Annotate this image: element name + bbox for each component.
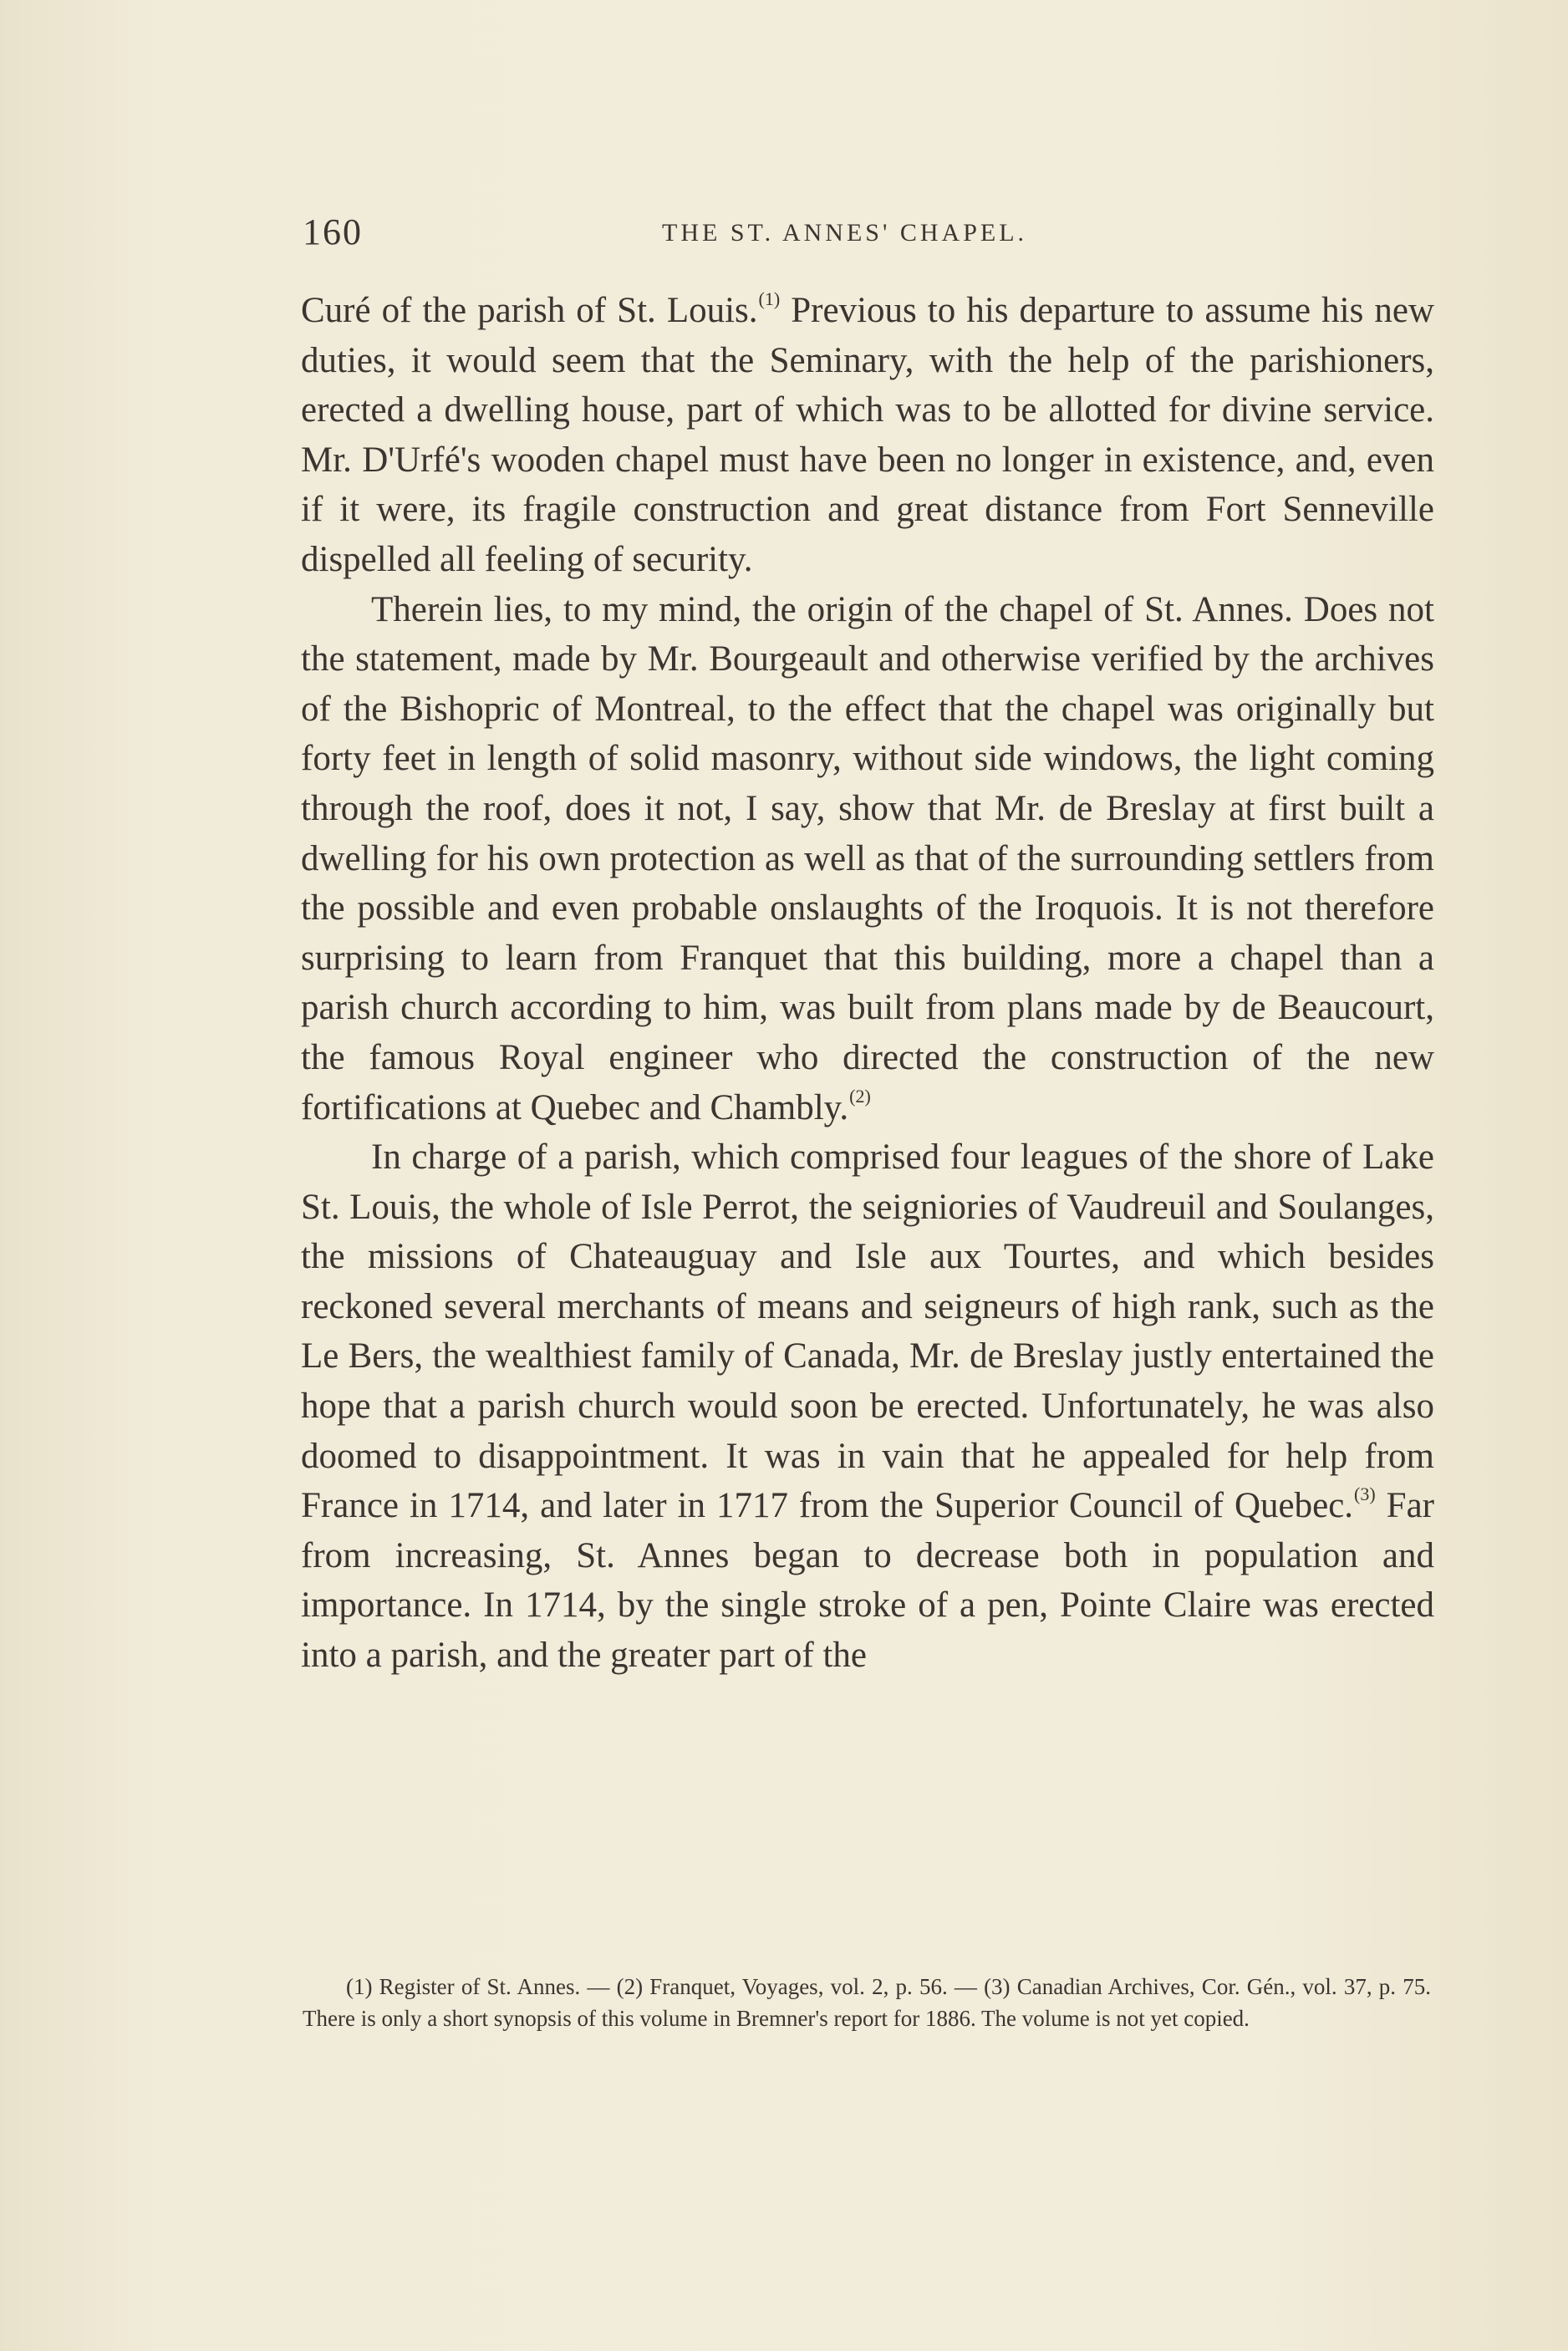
body-text — [301, 286, 1434, 1681]
footnote-ref-2: (2) — [849, 1085, 871, 1107]
footnote-ref-3: (3) — [1354, 1483, 1376, 1505]
paragraph-1-text-b: Previous to his departure to assume his new duties, it would seem that the Seminary, with the help of the parishioners, erected a dwelling house, part of which was to be allotted for divine service. Mr. D'Urfé's wooden chapel must have been no longer in existence, and, even if it were, its fragile construction and great distance from Fort Senneville dispelled all feeling of security. — [301, 291, 1434, 579]
paragraph-3 — [301, 1132, 1434, 1681]
running-title: THE ST. ANNES' CHAPEL. — [662, 219, 1028, 247]
page-number: 160 — [303, 211, 363, 252]
paragraph-2 — [301, 585, 1434, 1133]
running-head — [303, 211, 1423, 261]
paragraph-2-text: Therein lies, to my mind, the origin of the chapel of St. Annes. Does not the statement, made by Mr. Bourgeault and otherwise verified by the archives of the Bishopric of Montreal, to the effect that the chapel was originally but forty feet in length of solid masonry, without side windows, the light coming through the roof, does it not, I say, show that Mr. de Breslay at first built a dwelling for his own protection as well as that of the surrounding settlers from the possible and even probable onslaughts of the Iroquois. It is not therefore surprising to learn from Franquet that this building, more a chapel than a parish church according to him, was built from plans made by de Beaucourt, the famous Royal engineer who directed the construction of the new fortifications at Quebec and Chambly. — [301, 589, 1434, 1127]
paragraph-3-text-b: Far from increasing, St. Annes began to decrease both in population and importance. In 1714, by the single stroke of a pen, Pointe Claire was erected into a parish, and the greater part of the — [301, 1486, 1434, 1676]
paragraph-3-text-a: In charge of a parish, which comprised four leagues of the shore of Lake St. Louis, the whole of Isle Perrot, the seigniories of Vaudreuil and Soulanges, the missions of Chateauguay and Isle aux Tourtes, and which besides reckoned several merchants of means and seigneurs of high rank, such as the Le Bers, the wealthiest family of Canada, Mr. de Breslay justly entertained the hope that a parish church would soon be erected. Unfortunately, he was also doomed to disappointment. It was in vain that he appealed for help from France in 1714, and later in 1717 from the Superior Council of Quebec. — [301, 1137, 1434, 1526]
paragraph-1 — [301, 286, 1434, 585]
footnote-ref-1: (1) — [758, 288, 781, 309]
paragraph-1-text-a: Curé of the parish of St. Louis. — [301, 291, 758, 330]
footnotes — [303, 1971, 1431, 2034]
footnote-text: (1) Register of St. Annes. — (2) Franquet, Voyages, vol. 2, p. 56. — (3) Canadian Archives, Cor. Gén., vol. 37, p. 75. There is only a short synopsis of this volume in Bremner's report for 1886. The volume is not yet copied. — [303, 1974, 1431, 2031]
